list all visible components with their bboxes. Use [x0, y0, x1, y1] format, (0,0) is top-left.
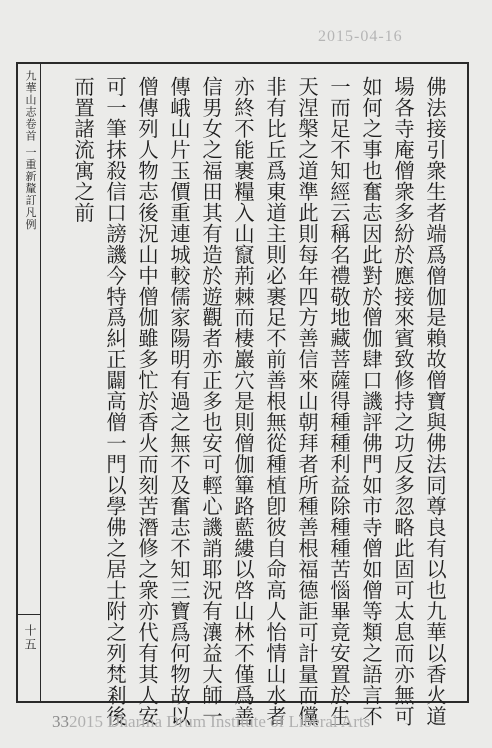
- folio-number: 十五: [23, 624, 37, 652]
- text-column: 僧傳列人物志後況山中僧伽雖多忙於香火而刻苦潛修之衆亦代有其人安: [135, 76, 159, 727]
- text-column: 而置諸流寓之前: [71, 76, 95, 223]
- text-column: 天涅槃之道準此則每年四方善信來山朝拜者所種善根福德詎可計量而儻: [295, 76, 319, 727]
- text-column: 可一筆抹殺信口謗譏今特爲糾正闢高僧一門以學佛之居士附之列梵剎後: [103, 76, 127, 727]
- date-stamp: 2015-04-16: [318, 28, 403, 45]
- running-title: 九華山志卷首 一重新釐訂凡例: [24, 70, 37, 231]
- text-column: 佛法接引衆生者端爲僧伽是賴故僧寶與佛法同尊良有以也九華以香火道: [423, 76, 447, 727]
- page-footer: [52, 712, 370, 732]
- text-column: 非有比丘爲東道主則必裹足不前善根無從種植卽彼自命高人怡情山水者: [263, 76, 287, 727]
- text-column: 場各寺庵僧衆多紛於應接來賓致修持之功反多忽略此固可太息而亦無可: [391, 76, 415, 727]
- text-column: 如何之事也奮志因此對於僧伽肆口譏評佛門如市寺僧如僧等類之語言不: [359, 76, 383, 727]
- text-column: 一而足不知經云稱名禮敬地藏菩薩得種種利益除種種苦惱畢竟安置於生: [327, 76, 351, 727]
- text-column: 亦終不能裹糧入山竄荊棘而棲巖穴是則僧伽篳路藍縷以啓山林不僅爲善: [231, 76, 255, 727]
- text-column: 信男女之福田其有造於遊觀者亦正多也安可輕心譏誚耶況有瀼益大師一: [199, 76, 223, 727]
- page-number: 33: [52, 712, 69, 731]
- folio-divider: [18, 614, 40, 615]
- margin-rule: [40, 64, 41, 701]
- copyright-notice: 2015 Dharma Drum Institute of Liberal Arts: [69, 712, 371, 731]
- text-column: 傳峨山片玉價重連城較儒家陽明有過之無不及奮志不知三寶爲何物故以: [167, 76, 191, 727]
